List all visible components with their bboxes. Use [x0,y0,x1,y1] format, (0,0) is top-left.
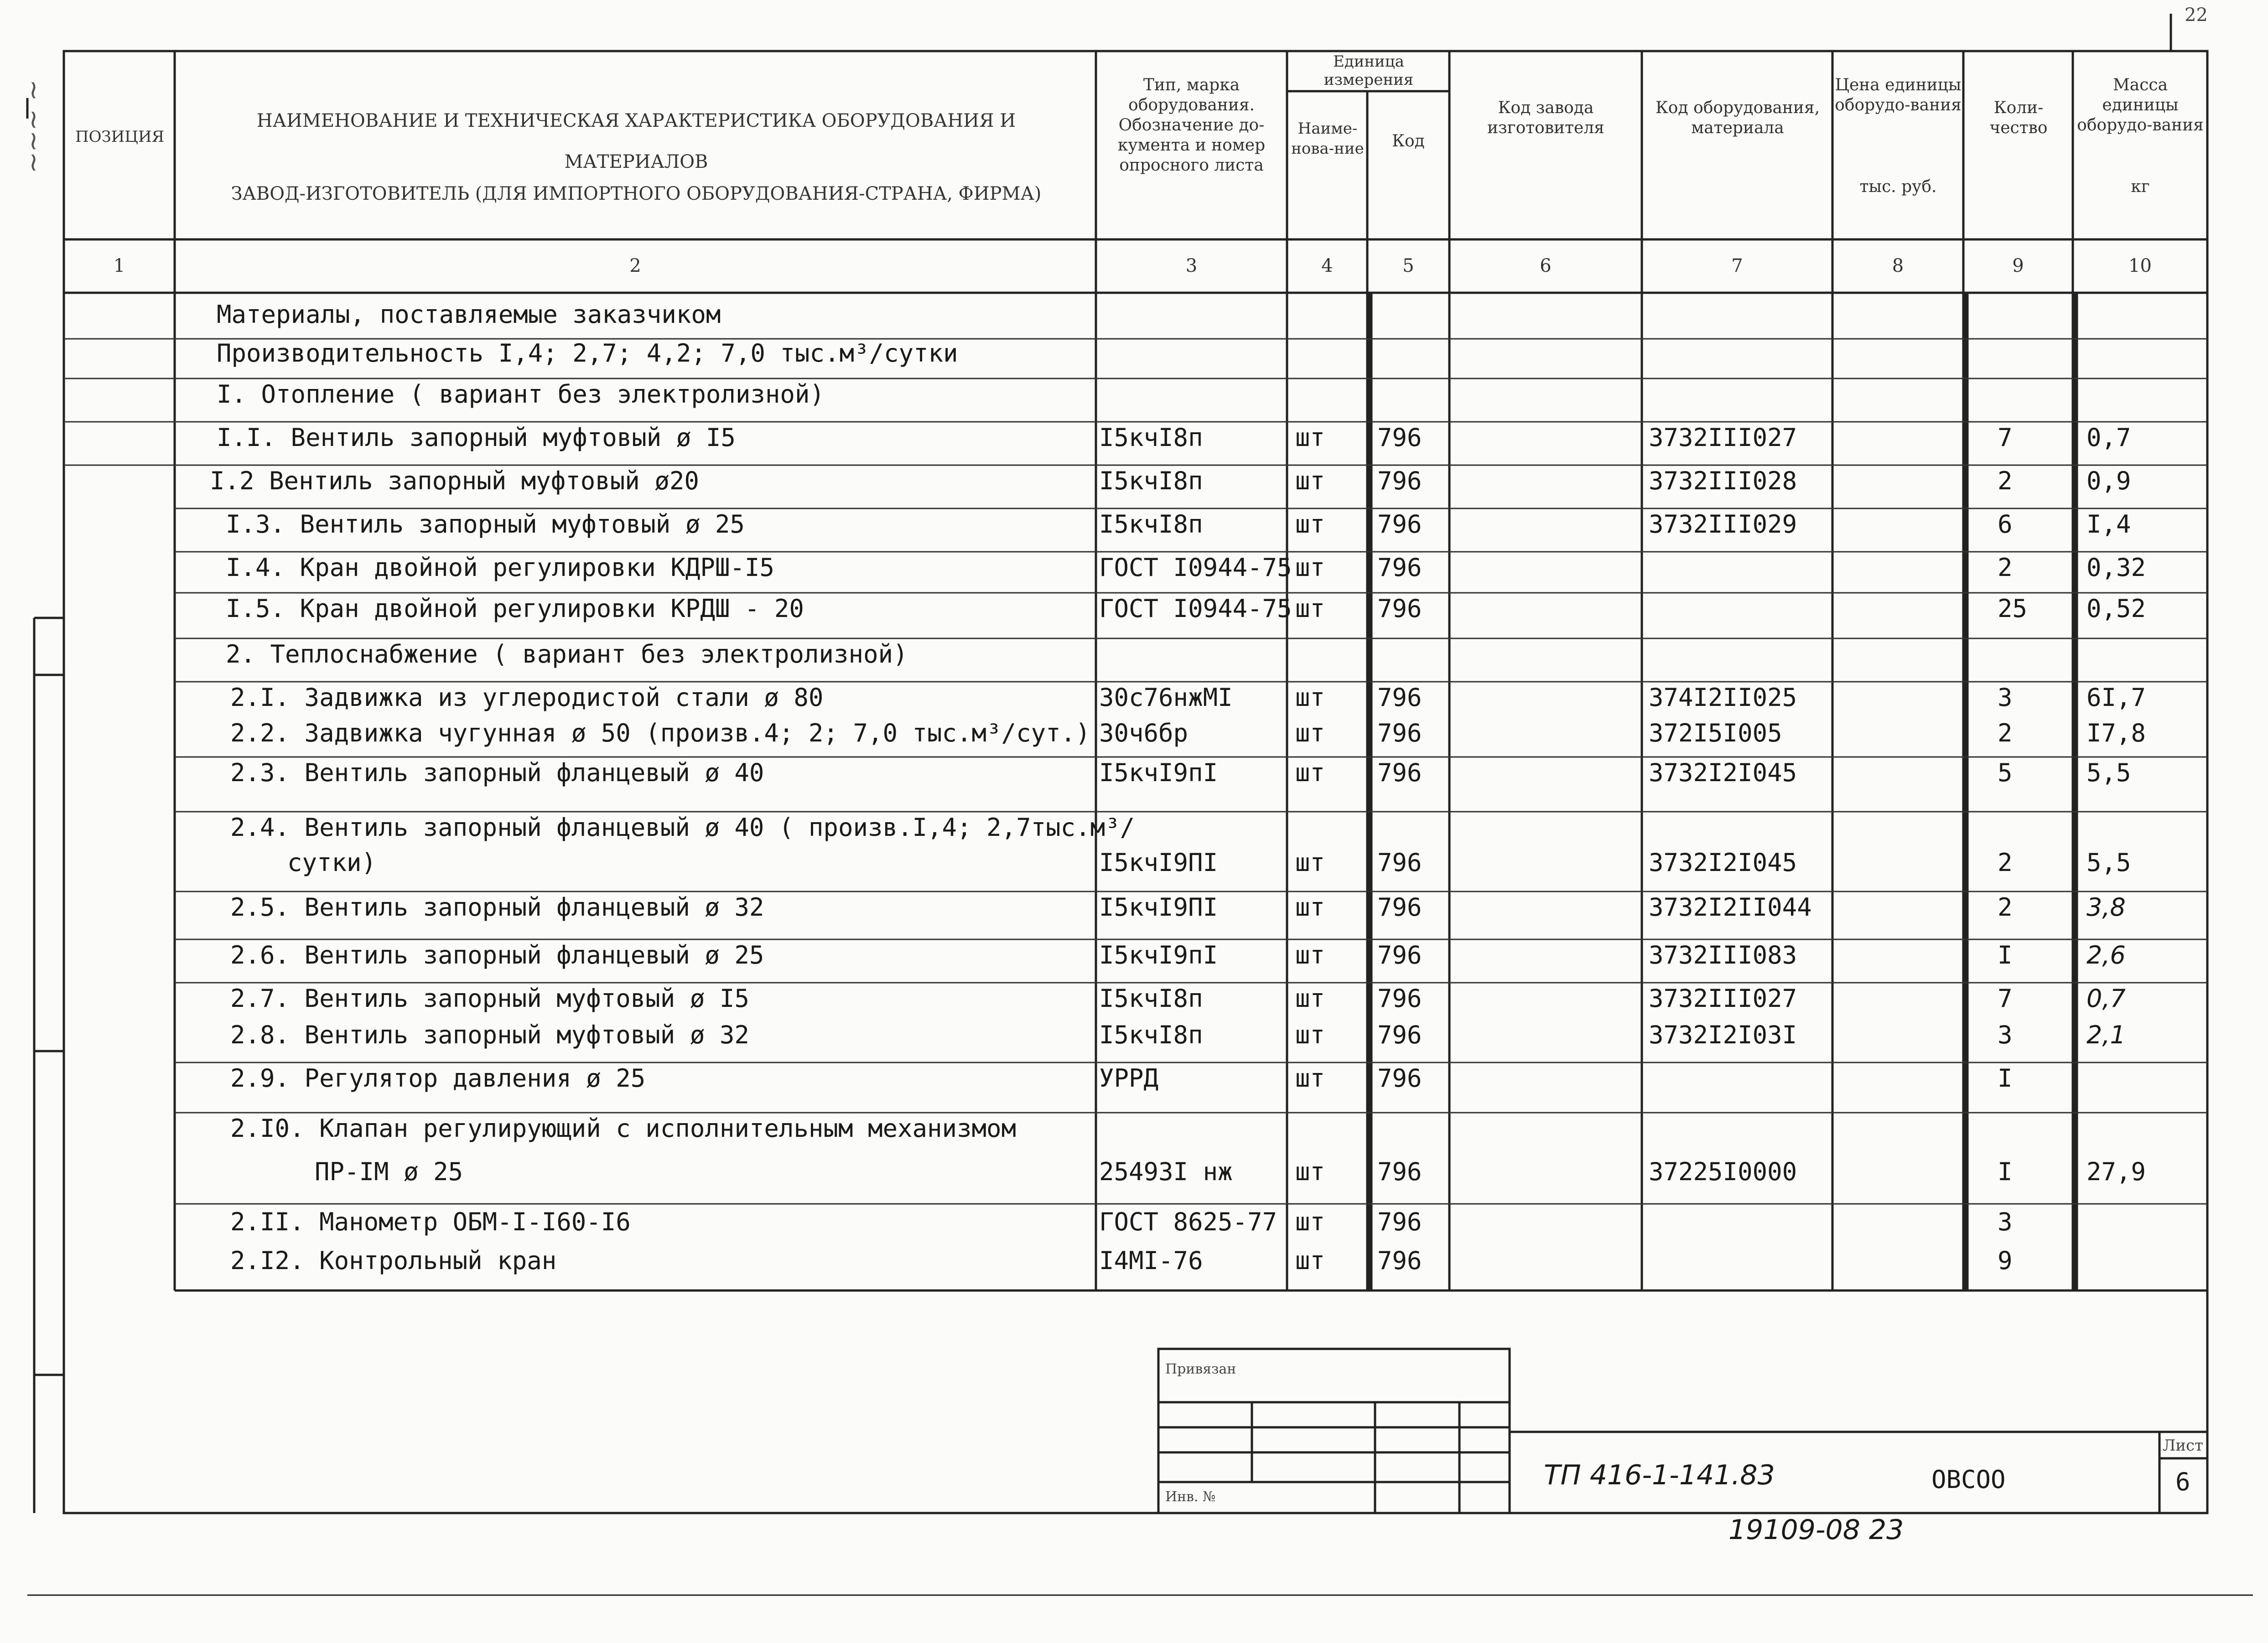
row-type: 25493I нж [1099,1157,1233,1186]
row-name: 2.4. Вентиль запорный фланцевый ø 40 ( произв.I,4; 2,7тыс.м³/ [230,813,1135,842]
row-qty: 25 [1998,594,2028,623]
header-unit: Единица измерения [1323,52,1414,89]
row-unit: шт [1295,719,1325,747]
row-unit: шт [1295,1246,1325,1275]
row-mass: I,4 [2086,510,2131,539]
row-code: 796 [1377,848,1422,877]
row-name: Производительность I,4; 2,7; 4,2; 7,0 тыс.м³/сутки [217,339,958,368]
row-type: 30с76нжМI [1099,683,1233,712]
row-type: I5кчI9ПI [1099,893,1218,922]
row-matcode: 3732III083 [1649,941,1797,969]
row-mass: 5,5 [2086,758,2131,787]
row-unit: шт [1295,941,1325,969]
row-code: 796 [1377,594,1422,623]
sheet-number: 6 [2175,1467,2190,1496]
row-unit: шт [1295,1064,1325,1093]
row-mass: 6I,7 [2086,683,2146,712]
row-unit: шт [1295,984,1325,1013]
row-name: 2.I0. Клапан регулирующий с исполнительным механизмом [230,1114,1017,1143]
row-type: 30ч6бр [1099,719,1188,747]
row-type: I5кчI9пI [1099,758,1218,787]
row-mass: 27,9 [2086,1157,2146,1186]
column-number: 8 [1892,255,1904,276]
row-mass: 2,6 [2086,941,2126,969]
row-unit: шт [1295,466,1325,495]
column-number: 7 [1731,255,1743,276]
row-code: 796 [1377,719,1422,747]
row-qty: 3 [1998,1208,2013,1236]
row-name: I.3. Вентиль запорный муфтовый ø 25 [226,510,745,539]
row-qty: 6 [1998,510,2013,539]
row-matcode: 3732III027 [1649,984,1797,1013]
header-mass-unit: кг [2131,177,2150,196]
row-code: 796 [1377,466,1422,495]
row-matcode: 374I2II025 [1649,683,1797,712]
row-name: I.4. Кран двойной регулировки КДРШ-I5 [226,553,774,582]
row-name: 2.5. Вентиль запорный фланцевый ø 32 [230,893,764,922]
row-name: сутки) [287,848,377,877]
header-quantity: Коли-чество [1989,98,2048,137]
row-matcode: 3732III028 [1649,466,1797,495]
row-code: 796 [1377,1246,1422,1275]
row-name: 2.7. Вентиль запорный муфтовый ø I5 [230,984,749,1013]
row-qty: 2 [1998,848,2013,877]
row-matcode: 3732III029 [1649,510,1797,539]
row-unit: шт [1295,423,1325,452]
row-unit: шт [1295,1021,1325,1049]
row-qty: 9 [1998,1246,2013,1275]
row-name: ПР-IМ ø 25 [315,1157,463,1186]
row-code: 796 [1377,423,1422,452]
row-code: 796 [1377,1064,1422,1093]
column-number: 6 [1540,255,1552,276]
row-qty: 3 [1998,1021,2013,1049]
header-factory-code: Код завода изготовителя [1487,98,1604,137]
row-type: I5кчI8п [1099,984,1203,1013]
row-unit: шт [1295,848,1325,877]
header-name-line1: НАИМЕНОВАНИЕ И ТЕХНИЧЕСКАЯ ХАРАКТЕРИСТИКА ОБОРУДОВАНИЯ И [256,110,1016,131]
column-number: 1 [113,255,125,276]
header-price-unit: тыс. руб. [1859,177,1937,196]
row-mass: 0,52 [2086,594,2146,623]
row-mass: I7,8 [2086,719,2146,747]
row-mass: 0,9 [2086,466,2131,495]
row-name: 2.I2. Контрольный кран [230,1246,557,1275]
row-code: 796 [1377,510,1422,539]
row-qty: 2 [1998,719,2013,747]
row-type: I5кчI8п [1099,510,1203,539]
header-name-line3: ЗАВОД-ИЗГОТОВИТЕЛЬ (ДЛЯ ИМПОРТНОГО ОБОРУДОВАНИЯ-СТРАНА, ФИРМА) [231,183,1042,204]
row-type: ГОСТ I0944-75 [1099,594,1292,623]
row-code: 796 [1377,893,1422,922]
row-name: I. Отопление ( вариант без электролизной) [217,380,825,409]
row-mass: 0,7 [2086,423,2131,452]
header-type: Тип, марка оборудования. Обозначение до-кумента и номер опросного листа [1117,76,1266,175]
row-matcode: 3732I2II044 [1649,893,1812,922]
row-code: 796 [1377,553,1422,582]
row-qty: I [1998,941,2013,969]
row-qty: 7 [1998,423,2013,452]
row-mass: 2,1 [2086,1021,2126,1049]
row-qty: I [1998,1064,2013,1093]
header-position: ПОЗИЦИЯ [75,128,165,146]
row-name: I.I. Вентиль запорный муфтовый ø I5 [217,423,736,452]
footer-registration-number: 19109-08 23 [1728,1514,1904,1546]
row-name: I.2 Вентиль запорный муфтовый ø20 [210,466,699,495]
row-mass: 3,8 [2086,893,2126,922]
row-name: 2.6. Вентиль запорный фланцевый ø 25 [230,941,764,969]
corner-page-mark: 22 [2185,5,2208,26]
row-unit: шт [1295,1208,1325,1236]
stamp-privyazan: Привязан [1165,1361,1236,1377]
row-unit: шт [1295,553,1325,582]
row-matcode: 372I5I005 [1649,719,1782,747]
row-type: I5кчI8п [1099,423,1203,452]
row-code: 796 [1377,1208,1422,1236]
row-name: Материалы, поставляемые заказчиком [217,300,721,329]
row-name: I.5. Кран двойной регулировки КРДШ - 20 [226,594,804,623]
margin-handwriting: ∼∼∼ ∼ [18,79,48,173]
sheet-label: Лист [2163,1436,2203,1455]
row-type: I4МI-76 [1099,1246,1203,1275]
row-unit: шт [1295,594,1325,623]
row-type: УРРД [1099,1064,1159,1093]
row-name: 2.3. Вентиль запорный фланцевый ø 40 [230,758,764,787]
row-unit: шт [1295,683,1325,712]
row-matcode: 37225I0000 [1649,1157,1797,1186]
row-qty: I [1998,1157,2013,1186]
row-code: 796 [1377,984,1422,1013]
doc-code: ТП 416-1-141.83 [1544,1459,1775,1491]
header-unit-name: Наиме-нова-ние [1291,119,1364,158]
row-type: I5кчI8п [1099,466,1203,495]
column-number: 10 [2128,255,2152,276]
row-qty: 2 [1998,553,2013,582]
row-mass: 0,7 [2086,984,2126,1013]
row-type: I5кчI8п [1099,1021,1203,1049]
header-mass: Масса единицы оборудо-вания [2077,76,2204,135]
row-name: 2.I. Задвижка из углеродистой стали ø 80 [230,683,824,712]
row-qty: 5 [1998,758,2013,787]
header-name-line2: МАТЕРИАЛОВ [564,151,708,172]
column-number: 5 [1402,255,1414,276]
header-price: Цена единицы оборудо-вания [1835,76,1962,114]
row-qty: 2 [1998,893,2013,922]
column-number: 2 [629,255,641,276]
row-type: I5кчI9пI [1099,941,1218,969]
row-code: 796 [1377,758,1422,787]
column-number: 3 [1185,255,1198,276]
row-code: 796 [1377,683,1422,712]
stamp-inventory: Инв. № [1165,1489,1216,1505]
header-unit-code: Код [1392,132,1425,150]
row-code: 796 [1377,1157,1422,1186]
row-name: 2.II. Манометр ОБМ-I-I60-I6 [230,1208,631,1236]
row-code: 796 [1377,1021,1422,1049]
row-matcode: 3732I2I045 [1649,848,1797,877]
row-unit: шт [1295,1157,1325,1186]
row-matcode: 3732I2I045 [1649,758,1797,787]
row-mass: 5,5 [2086,848,2131,877]
row-unit: шт [1295,758,1325,787]
row-unit: шт [1295,893,1325,922]
row-mass: 0,32 [2086,553,2146,582]
row-qty: 2 [1998,466,2013,495]
column-number: 9 [2012,255,2024,276]
row-code: 796 [1377,941,1422,969]
row-matcode: 3732III027 [1649,423,1797,452]
row-name: 2.8. Вентиль запорный муфтовый ø 32 [230,1021,749,1049]
row-type: I5кчI9ПI [1099,848,1218,877]
doc-section: ОВСОО [1931,1465,2006,1494]
header-material-code: Код оборудования, материала [1655,98,1820,137]
row-qty: 3 [1998,683,2013,712]
row-type: ГОСТ I0944-75 [1099,553,1292,582]
row-name: 2. Теплоснабжение ( вариант без электролизной) [226,640,908,669]
column-number: 4 [1321,255,1333,276]
row-matcode: 3732I2I03I [1649,1021,1797,1049]
row-name: 2.9. Регулятор давления ø 25 [230,1064,646,1093]
row-qty: 7 [1998,984,2013,1013]
row-name: 2.2. Задвижка чугунная ø 50 (произв.4; 2; 7,0 тыс.м³/сут.) [230,719,1090,747]
row-unit: шт [1295,510,1325,539]
row-type: ГОСТ 8625-77 [1099,1208,1277,1236]
